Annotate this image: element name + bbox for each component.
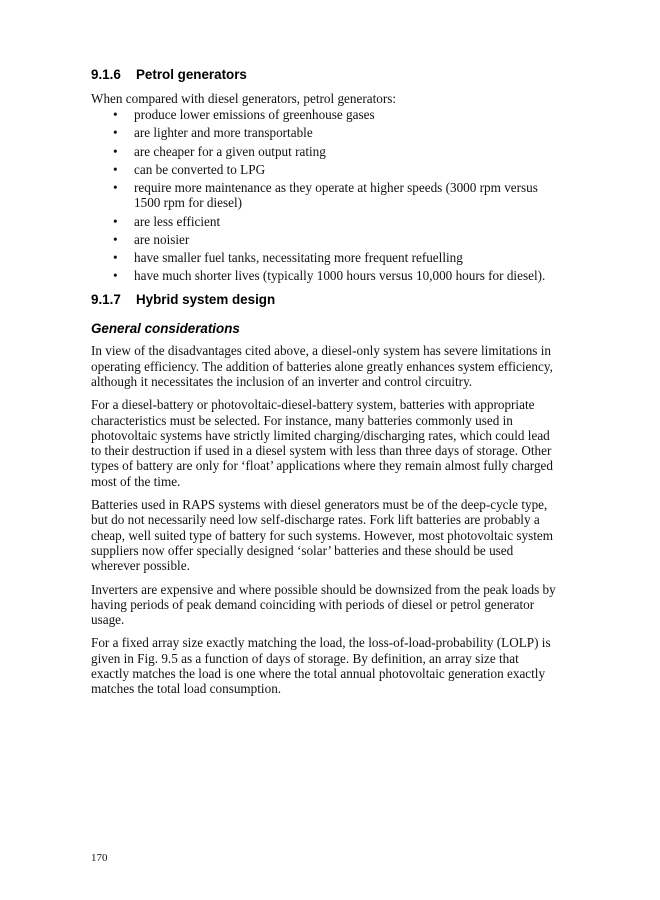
list-item-text: can be converted to LPG — [134, 161, 266, 177]
list-item — [91, 180, 559, 211]
paragraph: For a diesel-battery or photovoltaic-diesel-battery system, batteries with appropriate characteristics must be selected. For instance, many batteries commonly used in photovoltaic systems have strictly limited charging/discharging rates, which could lead to their destruction if used in a diesel system with less than three days of storage. Other types of battery are only for ‘float’ applications where they remain almost fully charged most of the time. — [91, 397, 554, 489]
section-heading-hybrid-system-design — [91, 291, 559, 308]
bullet-icon: • — [113, 268, 118, 284]
petrol-bullet-list — [91, 107, 559, 283]
list-item-text: are noisier — [134, 231, 190, 247]
list-item-text: are less efficient — [134, 213, 221, 229]
list-item-text: produce lower emissions of greenhouse gases — [134, 107, 375, 123]
list-item-text: have much shorter lives (typically 1000 hours versus 10,000 hours for diesel). — [134, 268, 546, 284]
list-item — [91, 125, 559, 140]
bullet-icon: • — [113, 213, 118, 229]
list-item — [91, 268, 559, 283]
bullet-icon: • — [113, 125, 118, 141]
list-item-text: require more maintenance as they operate at higher speeds (3000 rpm versus 1500 rpm for diesel) — [134, 180, 538, 211]
bullet-icon: • — [113, 231, 118, 247]
list-item — [91, 232, 559, 247]
list-item — [91, 250, 559, 265]
bullet-icon: • — [113, 180, 118, 196]
bullet-icon: • — [113, 249, 118, 265]
list-item — [91, 162, 559, 177]
section-title: Hybrid system design — [136, 292, 276, 308]
paragraph: For a fixed array size exactly matching the load, the loss-of-load-probability (LOLP) is given in Fig. 9.5 as a function of days of storage. By definition, an array size that exactly matches the load is one where the total annual photovoltaic generation exactly matches the total load consumption. — [91, 635, 551, 697]
petrol-intro-text: When compared with diesel generators, petrol generators: — [91, 91, 397, 106]
list-item-text: are cheaper for a given output rating — [134, 143, 326, 159]
list-item — [91, 214, 559, 229]
section-number: 9.1.7 — [91, 292, 121, 308]
bullet-icon: • — [113, 161, 118, 177]
paragraph: In view of the disadvantages cited above, a diesel-only system has severe limitations in operating efficiency. The addition of batteries alone greatly enhances system efficiency, although it necessitates the inclusion of an inverter and control circuitry. — [91, 343, 553, 389]
page-content — [91, 66, 559, 705]
section-number: 9.1.6 — [91, 67, 121, 82]
paragraph: Batteries used in RAPS systems with diesel generators must be of the deep-cycle type, but do not necessarily need low self-discharge rates. Fork lift batteries are probably a cheap, well suited type of battery for such systems. However, most photovoltaic system suppliers now offer specially designed ‘solar’ batteries and these should be used wherever possible. — [91, 497, 554, 574]
subheading-general-considerations: General considerations — [91, 321, 240, 337]
bullet-icon: • — [113, 107, 118, 123]
bullet-icon: • — [113, 143, 118, 159]
paragraph: Inverters are expensive and where possible should be downsized from the peak loads by having periods of peak demand coinciding with periods of diesel or petrol generator usage. — [91, 581, 556, 628]
section-title: Petrol generators — [136, 67, 247, 82]
section-heading-petrol-generators — [91, 66, 559, 83]
page-number: 170 — [91, 852, 108, 864]
list-item — [91, 144, 559, 159]
list-item — [91, 107, 559, 122]
list-item-text: are lighter and more transportable — [134, 125, 313, 141]
list-item-text: have smaller fuel tanks, necessitating more frequent refuelling — [134, 249, 463, 265]
